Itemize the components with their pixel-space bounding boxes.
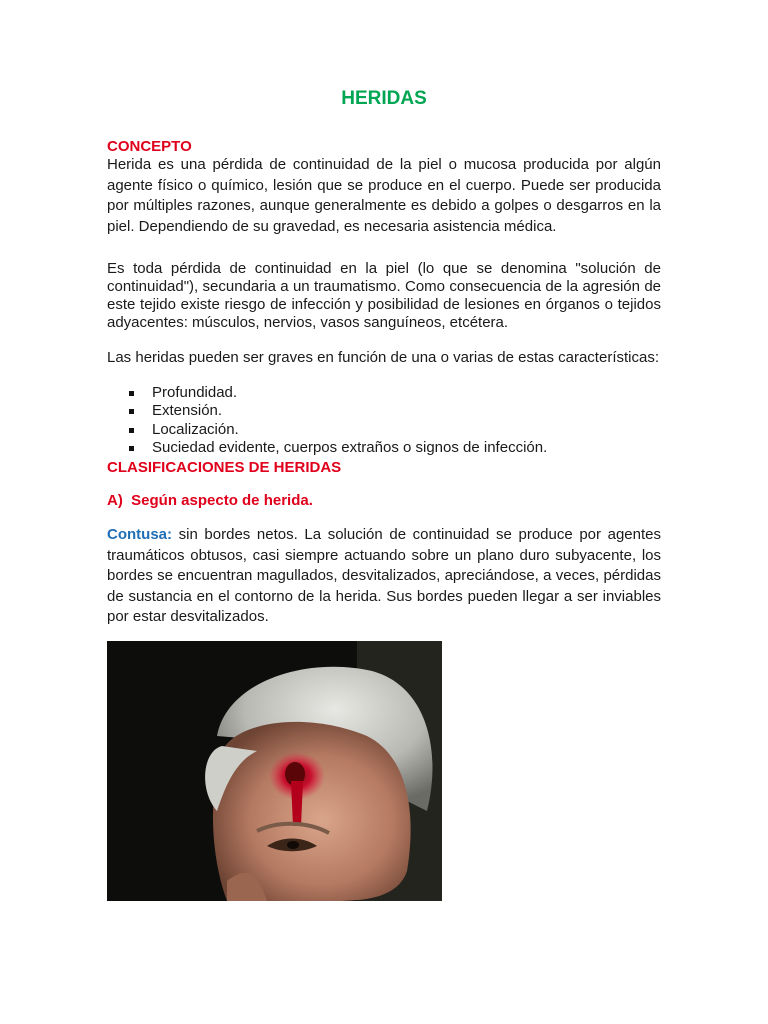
contusa-text: sin bordes netos. La solución de continuidad se produce por agentes traumáticos obtusos, casi siempre actuando sobre un plano duro subyacente, los bordes se encuentran magullados, desvitalizados, apreciándose, a veces, pérdidas de sustancia en el contorno de la herida. Sus bordes pueden llegar a ser inviables por estar desvitalizados. bbox=[107, 526, 661, 626]
bullet-icon bbox=[129, 428, 134, 433]
characteristics-list-block bbox=[107, 384, 661, 457]
contusa-term: Contusa: bbox=[107, 526, 172, 543]
concepto-heading: CONCEPTO bbox=[107, 138, 192, 155]
clasificaciones-heading-block bbox=[107, 459, 661, 476]
bullet-icon bbox=[129, 391, 134, 396]
characteristics-intro: Las heridas pueden ser graves en función de una o varias de estas características: bbox=[107, 349, 659, 366]
concepto-paragraph-1: Herida es una pérdida de continuidad de la piel o mucosa producida por algún agente físico o químico, lesión que se produce en el cuerpo. Puede ser producida por múltiples razones, aunque generalmente es debido a golpes o desgarros en la piel. Dependiendo de su gravedad, es necesaria asistencia médica. bbox=[107, 156, 661, 235]
intro-list-block bbox=[107, 348, 661, 369]
concepto-section bbox=[107, 138, 661, 237]
list-item: Suciedad evidente, cuerpos extraños o signos de infección. bbox=[107, 439, 661, 457]
bullet-icon bbox=[129, 409, 134, 414]
bullet-icon bbox=[129, 446, 134, 451]
list-item: Profundidad. bbox=[107, 384, 661, 402]
subheading-a: A) Según aspecto de herida. bbox=[107, 492, 313, 509]
clasificaciones-heading: CLASIFICACIONES DE HERIDAS bbox=[107, 459, 342, 476]
list-item: Extensión. bbox=[107, 402, 661, 420]
characteristics-list bbox=[107, 384, 661, 457]
concepto-paragraph-2: Es toda pérdida de continuidad en la piel (lo que se denomina "solución de continuidad"), secundaria a un traumatismo. Como consecuencia de la agresión de este tejido existe riesgo de infección y posibilidad de lesiones en órganos o tejidos adyacentes: músculos, nervios, vasos sanguíneos, etcétera. bbox=[107, 260, 661, 331]
subheading-a-block bbox=[107, 492, 661, 509]
concepto-paragraph-2-block bbox=[107, 260, 661, 332]
wound-photo bbox=[107, 641, 442, 901]
list-item: Localización. bbox=[107, 421, 661, 439]
page-title: HERIDAS bbox=[341, 88, 427, 109]
photo-contused-wound-forehead-icon bbox=[107, 641, 442, 901]
contusa-block bbox=[107, 525, 661, 628]
contusa-paragraph bbox=[107, 525, 661, 628]
